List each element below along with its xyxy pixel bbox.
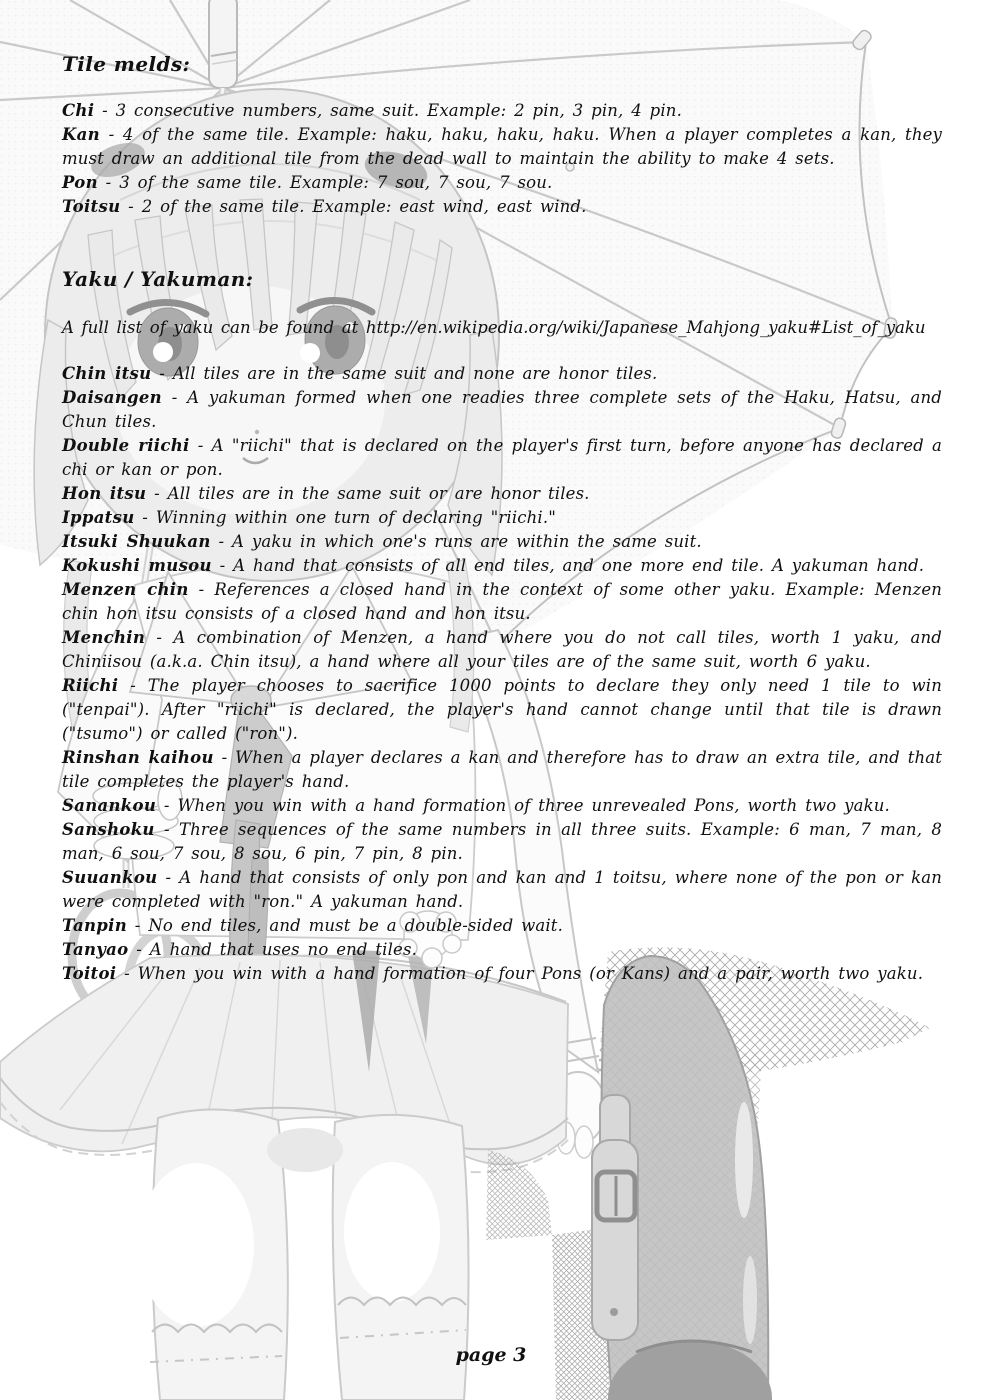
- yaku-definition: - All tiles are in the same suit or are honor tiles.: [154, 484, 590, 503]
- yaku-term: Double riichi: [62, 436, 190, 455]
- yaku-term: Riichi: [62, 676, 119, 695]
- page-number: page 3: [455, 1344, 527, 1366]
- yaku-entry: [62, 962, 942, 986]
- yaku-entry: [62, 386, 942, 434]
- yaku-entry: [62, 362, 942, 386]
- yaku-entry: [62, 506, 942, 530]
- meld-term: Toitsu: [62, 197, 121, 216]
- yaku-term: Daisangen: [62, 388, 162, 407]
- yaku-definition: - No end tiles, and must be a double-sided wait.: [134, 916, 563, 935]
- yaku-term: Itsuki Shuukan: [62, 532, 211, 551]
- yaku-definition: - A yaku in which one's runs are within the same suit.: [218, 532, 702, 551]
- yaku-definition: - All tiles are in the same suit and none are honor tiles.: [159, 364, 658, 383]
- yaku-definition: - When you win with a hand formation of three unrevealed Pons, worth two yaku.: [163, 796, 890, 815]
- yaku-section-title: Yaku / Yakuman:: [62, 267, 254, 291]
- yaku-term: Suuankou: [62, 868, 158, 887]
- yaku-term: Tanyao: [62, 940, 129, 959]
- yaku-entry: [62, 554, 942, 578]
- melds-section-title: Tile melds:: [62, 52, 191, 76]
- yaku-term: Kokushi musou: [62, 556, 212, 575]
- meld-definition: - 3 consecutive numbers, same suit. Example: 2 pin, 3 pin, 4 pin.: [102, 101, 682, 120]
- meld-term: Pon: [62, 173, 98, 192]
- yaku-term: Hon itsu: [62, 484, 147, 503]
- meld-entry: [62, 99, 942, 123]
- yaku-definition: - A hand that consists of only pon and kan and 1 toitsu, where none of the pon or kan were completed with "ron." A yakuman hand.: [62, 868, 943, 911]
- yaku-entry: [62, 530, 942, 554]
- yaku-definition: - Winning within one turn of declaring "riichi.": [142, 508, 556, 527]
- yaku-entry: [62, 818, 942, 866]
- yaku-definition: - A hand that consists of all end tiles, and one more end tile. A yakuman hand.: [219, 556, 925, 575]
- meld-definition: - 3 of the same tile. Example: 7 sou, 7 sou, 7 sou.: [105, 173, 553, 192]
- yaku-entry: [62, 482, 942, 506]
- yaku-term: Toitoi: [62, 964, 117, 983]
- meld-term: Kan: [62, 125, 100, 144]
- yaku-term: Rinshan kaihou: [62, 748, 214, 767]
- yaku-definition: - References a closed hand in the context of some other yaku. Example: Menzen chin hon itsu consists of a closed hand and hon itsu.: [62, 580, 943, 623]
- yaku-term: Ippatsu: [62, 508, 135, 527]
- yaku-entry: [62, 794, 942, 818]
- yaku-entry: [62, 434, 942, 482]
- yaku-definition: - Three sequences of the same numbers in all three suits. Example: 6 man, 7 man, 8 man, 6 sou, 7 sou, 8 sou, 6 pin, 7 pin, 8 pin.: [62, 820, 942, 863]
- meld-definition: - 2 of the same tile. Example: east wind, east wind.: [128, 197, 587, 216]
- yaku-entry: [62, 674, 942, 746]
- yaku-definition: - A yakuman formed when one readies three complete sets of the Haku, Hatsu, and Chun tiles.: [62, 388, 942, 431]
- yaku-term: Menchin: [62, 628, 146, 647]
- yaku-entry: [62, 914, 942, 938]
- yaku-entry: [62, 578, 942, 626]
- yaku-definition: - When you win with a hand formation of four Pons (or Kans) and a pair, worth two yaku.: [124, 964, 924, 983]
- yaku-entry: [62, 866, 942, 914]
- yaku-term: Sanshoku: [62, 820, 155, 839]
- yaku-term: Chin itsu: [62, 364, 152, 383]
- yaku-entry: [62, 626, 942, 674]
- meld-term: Chi: [62, 101, 95, 120]
- meld-definition: - 4 of the same tile. Example: haku, haku, haku, haku. When a player completes a kan, they must draw an additional tile from the dead wall to maintain the ability to make 4 sets.: [62, 125, 943, 168]
- yaku-entry: [62, 746, 942, 794]
- yaku-definition: - A combination of Menzen, a hand where you do not call tiles, worth 1 yaku, and Chiniisou (a.k.a. Chin itsu), a hand where all your tiles are of the same suit, worth 6 yaku.: [62, 628, 942, 671]
- yaku-entry: [62, 938, 942, 962]
- yaku-term: Menzen chin: [62, 580, 189, 599]
- meld-entry: [62, 171, 942, 195]
- yaku-definition: - A "riichi" that is declared on the player's first turn, before anyone has declared a chi or kan or pon.: [62, 436, 942, 479]
- yaku-term: Tanpin: [62, 916, 127, 935]
- yaku-definition: - The player chooses to sacrifice 1000 points to declare they only need 1 tile to win ("tenpai"). After "riichi" is declared, the player's hand cannot change until that tile is drawn ("tsumo") or called ("ron").: [62, 676, 943, 743]
- meld-entry: [62, 123, 942, 171]
- yaku-intro: A full list of yaku can be found at http://en.wikipedia.org/wiki/Japanese_Mahjong_yaku#List_of_yaku: [62, 318, 926, 337]
- melds-list: [62, 99, 942, 219]
- yaku-definition: - When a player declares a kan and therefore has to draw an extra tile, and that tile completes the player's hand.: [62, 748, 943, 791]
- yaku-list: [62, 362, 942, 986]
- meld-entry: [62, 195, 942, 219]
- yaku-definition: - A hand that uses no end tiles.: [136, 940, 417, 959]
- yaku-term: Sanankou: [62, 796, 157, 815]
